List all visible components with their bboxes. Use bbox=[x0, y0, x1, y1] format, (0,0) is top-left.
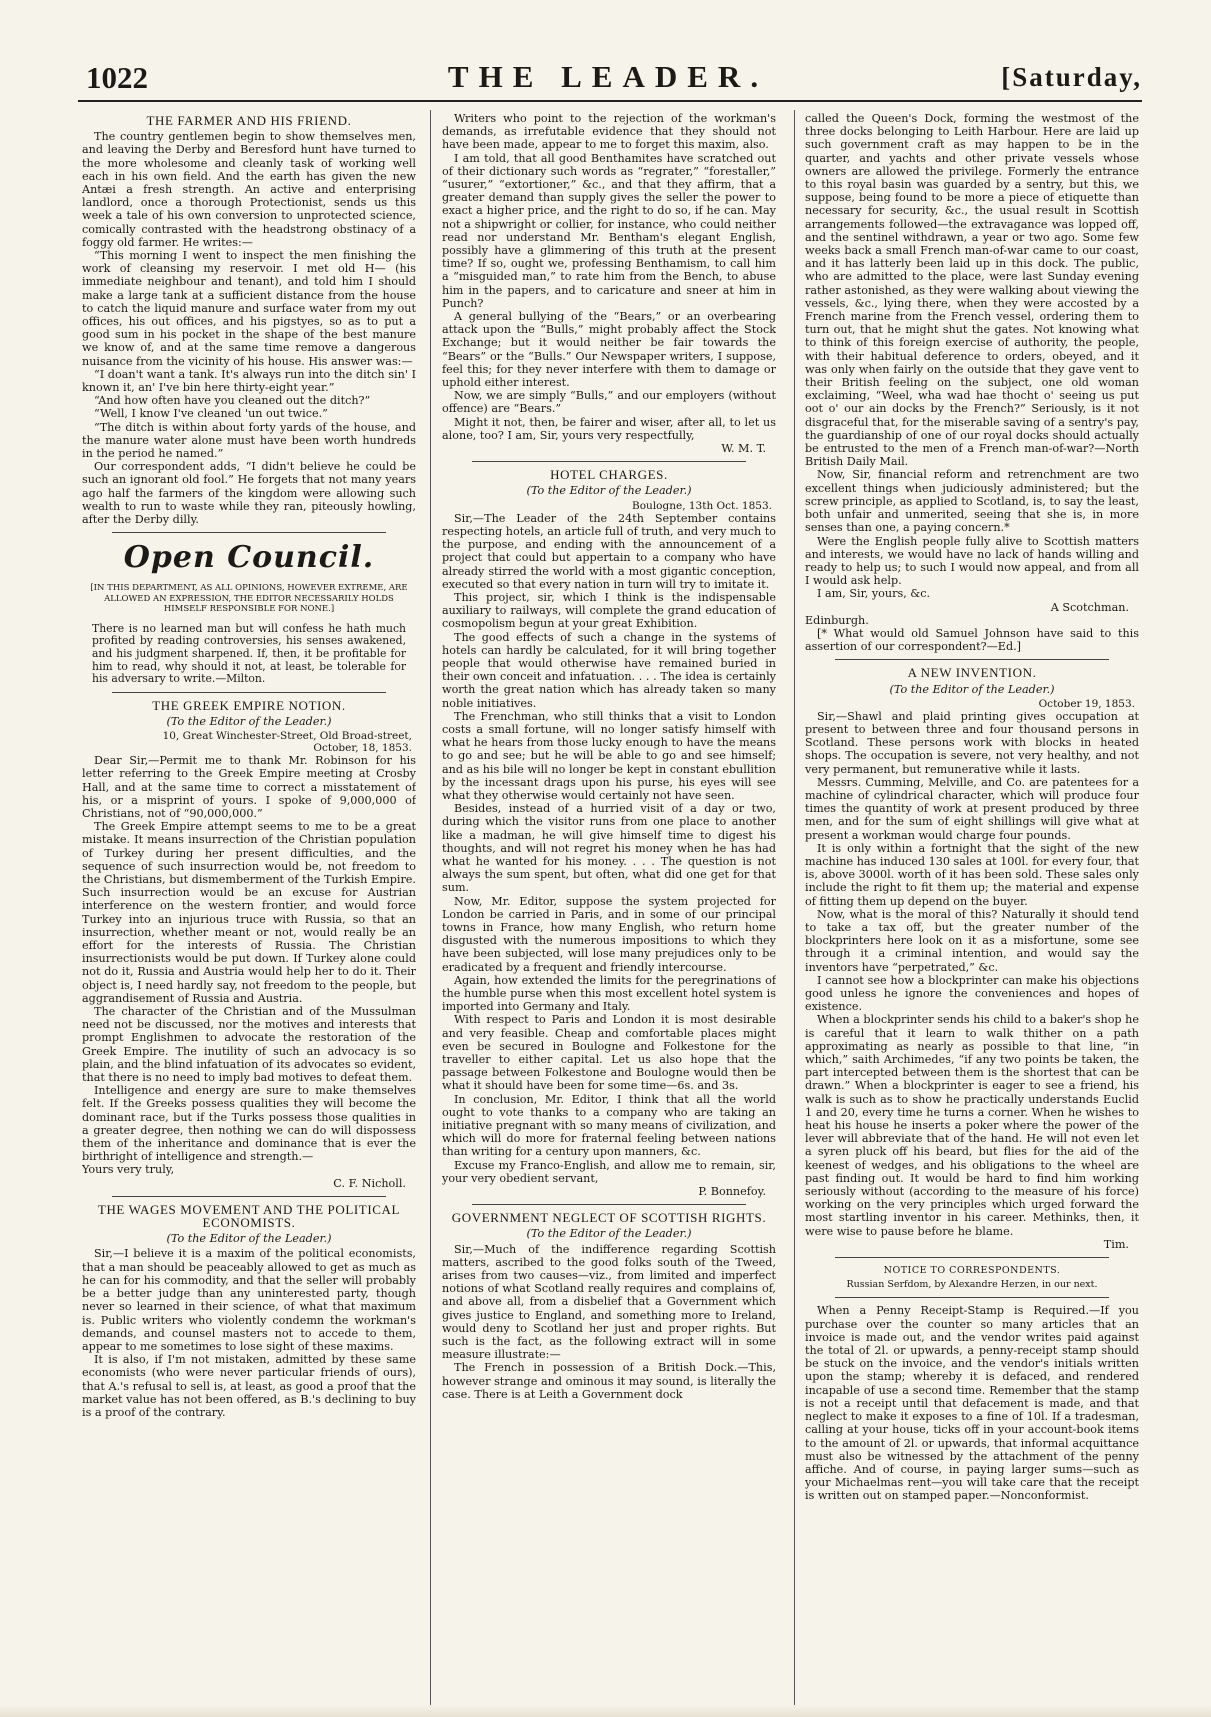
paragraph: Messrs. Cumming, Melville, and Co. are patentees for a machine of cylindrical character, which will produce four times the quantity of work at present produced by three men, and for the sum of eight shillings will give what at present a workman would charge four pounds. bbox=[805, 775, 1139, 842]
open-council-title: Open Council. bbox=[123, 540, 375, 576]
letter-signature: W. M. T. bbox=[721, 442, 766, 456]
letter-date: Boulogne, 13th Oct. 1853. bbox=[632, 499, 772, 512]
letter-address: 10, Great Winchester-Street, Old Broad-street, bbox=[162, 730, 412, 743]
article-heading-scottish: GOVERNMENT NEGLECT OF SCOTTISH RIGHTS. bbox=[451, 1210, 767, 1226]
paragraph: Sir,—The Leader of the 24th September contains respecting hotels, an article full of truth, and very much to the purpose, and ending with the announcement of a project that could but appertain to a company who have already stirred the world with a most gigantic conception, executed so that every nation in turn will try to imitate it. bbox=[442, 511, 776, 591]
letter-date: October 19, 1853. bbox=[1038, 697, 1135, 710]
paragraph: Our correspondent adds, “I didn't believe he could be such an ignorant old fool.” He forgets that not many years ago half the farmers of the kingdom were allowing such wealth to run to waste while they ran, piteously howling, after the Derby dilly. bbox=[82, 460, 416, 527]
paragraph: A general bullying of the “Bears,” or an overbearing attack upon the “Bulls,” might probably affect the Stock Exchange; but it would neither be fair towards the “Bears” or the “Bulls.” Our Newspaper writers, I suppose, feel this; for they never interfere with them to damage or uphold either interest. bbox=[442, 310, 776, 390]
article-heading-wages: THE WAGES MOVEMENT AND THE POLITICAL ECONOMISTS. bbox=[97, 1201, 401, 1231]
masthead-rule bbox=[78, 100, 1142, 102]
paragraph: Sir,—Much of the indifference regarding Scottish matters, ascribed to the good folks south of the Tweed, arises from two causes—viz., from limited and imperfect notions of what Scotland really requires and complains of, and above all, from a disbelief that a Government which gives justice to England, and something more to Ireland, would deny to Scotland her just and proper rights. But such is the fact, as the following extract will in some measure illustrate:— bbox=[442, 1242, 776, 1362]
paragraph: This project, sir, which I think is the indispensable auxiliary to railways, will complete the grand education of cosmopolism begun at your great Exhibition. bbox=[442, 590, 776, 631]
section-separator bbox=[835, 1257, 1109, 1258]
letter-sign-off: Yours very truly, bbox=[82, 1163, 175, 1177]
article-heading-invention: A NEW INVENTION. bbox=[907, 665, 1037, 681]
letter-addressee: (To the Editor of the Leader.) bbox=[526, 484, 692, 498]
letter-addressee: (To the Editor of the Leader.) bbox=[526, 1227, 692, 1241]
section-separator bbox=[112, 1196, 386, 1197]
paragraph: “Well, I know I've cleaned 'un out twice.” bbox=[94, 407, 328, 421]
letter-addressee: (To the Editor of the Leader.) bbox=[166, 714, 332, 728]
open-council-disclaimer: [IN THIS DEPARTMENT, AS ALL OPINIONS, HOWEVER EXTREME, ARE ALLOWED AN EXPRESSION, THE EDITOR NECESSARILY HOLDS HIMSELF RESPONSIBLE FOR NONE.] bbox=[90, 583, 408, 615]
section-separator bbox=[112, 532, 386, 533]
paragraph: “The ditch is within about forty yards of the house, and the manure water alone must have been worth hundreds in the period he named.” bbox=[82, 420, 416, 461]
page-bottom-edge bbox=[0, 1705, 1211, 1717]
paragraph: “I doan't want a tank. It's always run into the ditch sin' I known it, an' I've bin here thirty-eight year.” bbox=[82, 367, 416, 395]
paragraph: Now, we are simply “Bulls,” and our employers (without offence) are “Bears.” bbox=[442, 389, 776, 416]
column-1 bbox=[82, 112, 416, 1707]
milton-quote: There is no learned man but will confess he hath much profited by reading controversies, his senses awakened, and his judgment sharpened. If, then, it be profitable for him to read, why should it not, at least, be tolerable for his adversary to write.—Milton. bbox=[92, 621, 406, 686]
page-day: [Saturday, bbox=[1001, 62, 1142, 92]
notice-subline: Russian Serfdom, by Alexandre Herzen, in our next. bbox=[846, 1279, 1098, 1291]
paragraph: “And how often have you cleaned out the ditch?” bbox=[94, 394, 371, 408]
letter-addressee: (To the Editor of the Leader.) bbox=[166, 1232, 332, 1246]
paragraph: It is only within a fortnight that the sight of the new machine has induced 130 sales at 100l. for every four, that is, above 3000l. worth of it has been sold. These sales only include the right to fit them up; the material and expense of fitting them up depend on the buyer. bbox=[805, 841, 1139, 908]
letter-signature: P. Bonnefoy. bbox=[698, 1185, 766, 1199]
column-divider-1 bbox=[430, 110, 431, 1708]
section-separator bbox=[835, 659, 1109, 660]
paragraph: Now, Mr. Editor, suppose the system projected for London be carried in Paris, and in some of our principal towns in France, how many English, who return home disgusted with the numerous impositions to which they have been subjected, will lose many prejudices only to be eradicated by a frequent and friendly intercourse. bbox=[442, 894, 776, 974]
paragraph: Writers who point to the rejection of the workman's demands, as irrefutable evidence that they should not have been made, appear to me to forget this maxim, also. bbox=[442, 112, 776, 152]
paragraph: called the Queen's Dock, forming the westmost of the three docks belonging to Leith Harbour. Here are laid up such government craft as may happen to be in the quarter, and yachts and other private vessels whose owners are allowed the privilege. Formerly the entrance to this royal basin was guarded by a sentry, but this, we suppose, being found to be more a piece of etiquette than necessary for security, &c., the usual result in Scottish arrangements followed—the extravagance was lopped off, and the sentinel withdrawn, a year or two ago. Some few weeks back a small French man-of-war came to our coast, and it has latterly been laid up in this dock. The public, who are admitted to the place, were last Sunday evening rather astonished, as they were walking about viewing the vessels, &c., lying there, when they were accosted by a French marine from the French vessel, ordering them to turn out, that he might shut the gates. Not knowing what to think of this foreign exercise of authority, the people, with their habitual deference to orders, obeyed, and it was only when fairly on the outside that they gave vent to their British feeling on the subject, one old woman exclaiming, “Weel, wha wad hae thocht o' seeing us put oot o' our ain docks by the French?” Seriously, is it not disgraceful that, for the miserable saving of a sentry's pay, the guardianship of one of our royal docks should actually be entrusted to the men of a French man-of-war?—North British Daily Mail. bbox=[805, 112, 1139, 469]
paragraph: I am told, that all good Benthamites have scratched out of their dictionary such words as “regrater,” “forestaller,” “usurer,” “extortioner,” &c., and that they affirm, that a greater demand than supply gives the seller the power to exact a higher price, and the right to do so, if he can. May not a shipwright or collier, for instance, who could neither read nor understand Mr. Bentham's elegant English, possibly have a glimmering of this truth at the present time? If so, ought we, professing Benthamism, to call him a “misguided man,” to rate him from the Bench, to abuse him in the papers, and to caricature and sneer at him in Punch? bbox=[442, 151, 776, 310]
column-divider-2 bbox=[794, 110, 795, 1708]
article-heading-hotel: HOTEL CHARGES. bbox=[550, 467, 668, 483]
masthead bbox=[78, 56, 1142, 102]
notice-heading: NOTICE TO CORRESPONDENTS. bbox=[883, 1265, 1061, 1277]
paragraph: The Greek Empire attempt seems to me to be a great mistake. It means insurrection of the Christian population of Turkey during her present difficulties, and the sequence of such insurrection would be, not freedom to the Christians, but dismemberment of the Turkish Empire. Such insurrection would be an excuse for Austrian interference on the western frontier, and would force Turkey into an injurious truce with Russia, so that an insurrection, whether meant or not, would really be an effort for the interests of Russia. The Christian insurrectionists would be put down. If Turkey alone could not do it, Russia and Austria would help her to do it. Their object is, I need hardly say, not freedom to the people, but aggrandisement of Russia and Austria. bbox=[82, 820, 416, 1005]
paragraph: Now, Sir, financial reform and retrenchment are two excellent things when judiciously administered; but the screw principle, as applied to Scotland, is, to say the least, both unfair and unmerited, seeing that she is, in more senses than one, a paying concern.* bbox=[805, 468, 1139, 535]
paragraph: Might it not, then, be fairer and wiser, after all, to let us alone, too? I am, Sir, yours very respectfully, bbox=[442, 415, 776, 442]
page-title: THE LEADER. bbox=[447, 59, 769, 94]
letter-sign-off: I am, Sir, yours, &c. bbox=[817, 587, 931, 601]
paragraph: Excuse my Franco-English, and allow me to remain, sir, your very obedient servant, bbox=[442, 1158, 776, 1185]
paragraph: Sir,—I believe it is a maxim of the political economists, that a man should be peaceably allowed to get as much as he can for his commodity, and that the seller will probably be a better judge than any uninterested party, though never so learned in their science, of what that maximum is. Public writers who violently condemn the workman's demands, and counsel masters not to accede to them, appear to me sometimes to lose sight of these maxims. bbox=[82, 1247, 416, 1353]
paragraph: Besides, instead of a hurried visit of a day or two, during which the visitor runs from one place to another like a madman, he will give himself time to digest his thoughts, and will not regret his money when he has had what he wanted for his money. . . . The question is not always the sum spent, but often, what did one get for that sum. bbox=[442, 802, 776, 895]
paragraph: Were the English people fully alive to Scottish matters and interests, we would have no lack of hands willing and ready to help us; to such I would now appeal, and from all I would ask help. bbox=[805, 534, 1139, 588]
article-heading-greek: THE GREEK EMPIRE NOTION. bbox=[152, 697, 346, 713]
letter-signature: C. F. Nicholl. bbox=[333, 1176, 406, 1190]
section-separator bbox=[835, 1297, 1109, 1298]
paragraph: The Frenchman, who still thinks that a visit to London costs a small fortune, will no longer satisfy himself with what he hears from those lucky enough to have the means to go and see; but he will be able to go and see himself; and as his bile will no longer be kept in constant ebullition by the incessant drags upon his purse, his eyes will see what they otherwise would certainly not have seen. bbox=[442, 709, 776, 802]
paragraph: I cannot see how a blockprinter can make his objections good unless he ignore the conveniences and hopes of existence. bbox=[805, 973, 1139, 1014]
paragraph: Now, what is the moral of this? Naturally it should tend to take a tax off, but the greater number of the blockprinters here look on it as a misfortune, some see through it a criminal intention, and would say the inventors have “perpetrated,” &c. bbox=[805, 907, 1139, 974]
page-number: 1022 bbox=[86, 60, 148, 95]
paragraph: When a blockprinter sends his child to a baker's shop he is careful that it learn to walk thither on a path approximating as nearly as possible to that line, “in which,” saith Archimedes, “if any two points be taken, the part intercepted between them is the shortest that can be drawn.” When a blockprinter is eager to see a friend, his walk is such as to show he practically understands Euclid 1 and 20, every time he turns a corner. When he wishes to heat his house he inserts a poker where the power of the lever will abbreviate that of the hand. He will not even let a syren pluck off his beard, but flies for the aid of the keenest of wedges, and his obligations to the wheel are past finding out. It would be hard to find him working seriously without (according to the measure of his force) working on the very principles which urged forward the most startling inventor in his career. Methinks, then, it were wise to pause before he blame. bbox=[805, 1013, 1139, 1238]
paragraph: When a Penny Receipt-Stamp is Required.—If you purchase over the counter so many articles that an invoice is made out, and the vendor writes paid against the total of 2l. or upwards, a penny-receipt stamp should be stuck on the invoice, and the vendor's initials written upon the stamp; whereby it is defaced, and rendered incapable of use a second time. Remember that the stamp is not a receipt until that defacement is made, and that neglect to make it exposes to a fine of 10l. If a tradesman, calling at your house, ticks off in your account-book items to the amount of 2l. or upwards, that informal acquittance must also be witnessed by the attachment of the penny affiche. And of course, in paying larger sums—such as your Michaelmas rent—you will take care that the receipt is written out on stamped paper.—Nonconformist. bbox=[805, 1304, 1139, 1503]
article-heading-farmer: THE FARMER AND HIS FRIEND. bbox=[146, 113, 352, 128]
letter-date: October, 18, 1853. bbox=[313, 742, 412, 755]
paragraph: It is also, if I'm not mistaken, admitted by these same economists (who were never particular friends of ours), that A.'s refusal to sell is, at least, as good a proof that the market value has not been offered, as B.'s declining to buy is a proof of the contrary. bbox=[82, 1353, 416, 1419]
paragraph: Sir,—Shawl and plaid printing gives occupation at present to between three and four thousand persons in Scotland. These persons work with blocks in heated shops. The occupation is severe, not very healthy, and not very permanent, but remunerative while it lasts. bbox=[805, 709, 1139, 776]
section-separator bbox=[472, 461, 746, 462]
paragraph: The character of the Christian and of the Mussulman need not be discussed, nor the motives and interests that prompt Englishmen to advocate the restoration of the Greek Empire. The inutility of such an advocacy is so plain, and the blind infatuation of its advocates so evident, that there is no need to imply bad motives to defeat them. bbox=[82, 1005, 416, 1085]
paragraph: Intelligence and energy are sure to make themselves felt. If the Greeks possess qualities they will become the dominant race, but if the Turks possess those qualities in a greater degree, then nothing we can do will dispossess them of the inheritance and dominance that is ever the birthright of intelligence and strength.— bbox=[82, 1084, 416, 1164]
section-separator bbox=[472, 1204, 746, 1205]
paragraph: With respect to Paris and London it is most desirable and very feasible. Cheap and comfortable places might even be secured in Boulogne and Folkestone for the traveller to either capital. Let us also hope that the passage between Folkestone and Boulogne would then be what it should have been for some time—6s. and 3s. bbox=[442, 1013, 776, 1093]
paragraph: Dear Sir,—Permit me to thank Mr. Robinson for his letter referring to the Greek Empire meeting at Crosby Hall, and at the same time to correct a misstatement of his, or a misprint of yours. I spoke of 9,000,000 of Christians, not of “90,000,000.” bbox=[82, 754, 416, 820]
paragraph: Again, how extended the limits for the peregrinations of the humble purse when this most excellent hotel system is imported into Germany and Italy. bbox=[442, 973, 776, 1014]
column-2 bbox=[442, 112, 776, 1707]
letter-addressee: (To the Editor of the Leader.) bbox=[889, 682, 1055, 696]
section-separator bbox=[112, 692, 386, 693]
column-3 bbox=[805, 112, 1139, 1707]
letter-place: Edinburgh. bbox=[805, 613, 869, 627]
paragraph: The country gentlemen begin to show themselves men, and leaving the Derby and Beresford hunt have turned to the more wholesome and cleanly task of working well each in his own field. And the earth has given the new Antæi a fresh strength. An active and enterprising landlord, once a thorough Protectionist, sends us this week a tale of his own conversion to unprotected science, comically contrasted with the headstrong obstinacy of a foggy old farmer. He writes:— bbox=[82, 130, 416, 249]
letter-signature: Tim. bbox=[1103, 1237, 1129, 1251]
paragraph: In conclusion, Mr. Editor, I think that all the world ought to vote thanks to a company who are taking an initiative pregnant with so many means of civilization, and which will do more for fraternal feeling between nations than writing for a century upon manners, &c. bbox=[442, 1092, 776, 1159]
letter-signature: A Scotchman. bbox=[1050, 600, 1129, 614]
paragraph: “This morning I went to inspect the men finishing the work of cleansing my reservoir. I met old H— (his immediate neighbour and tenant), and told him I should make a large tank at a sufficient distance from the house to catch the liquid manure and surface water from my out offices, his out offices, and his pigstyes, so as to put a good sum in his pocket in the shape of the best manure we know of, and at the same time remove a dangerous nuisance from the vicinity of his house. His answer was:— bbox=[82, 249, 416, 368]
paragraph: The good effects of such a change in the systems of hotels can hardly be calculated, for it will bring together people that would otherwise have remained buried in their own conceit and infatuation. . . . The idea is certainly worth the great nation which has already taken so many noble initiatives. bbox=[442, 630, 776, 710]
paragraph: The French in possession of a British Dock.—This, however strange and ominous it may sound, is literally the case. There is at Leith a Government dock bbox=[442, 1361, 776, 1401]
editor-note: [* What would old Samuel Johnson have said to this assertion of our correspondent?—Ed.] bbox=[805, 626, 1139, 654]
